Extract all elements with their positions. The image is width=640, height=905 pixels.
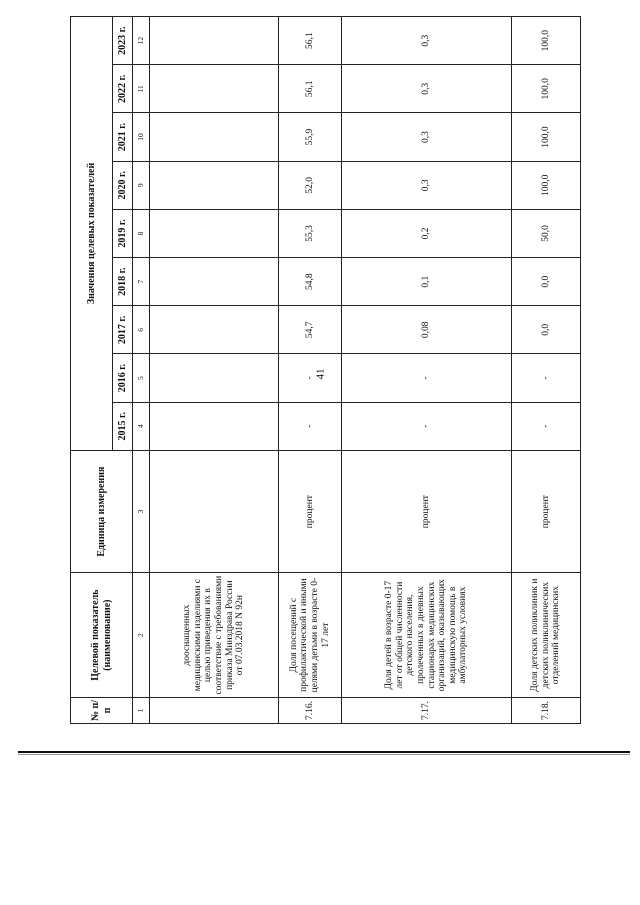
- column-number: 4: [133, 402, 150, 450]
- value-cell: [150, 306, 279, 354]
- value-cell: [150, 17, 279, 65]
- indicator-name: Доля детей в возрасте 0-17 лет от общей численности детского населения, пролеченных в дневных стационарах медицинских организаций, оказывающих медицинскую помощь в амбулаторных условиях: [342, 573, 512, 698]
- target-indicators-table: [70, 16, 581, 724]
- value-cell: -: [342, 354, 512, 402]
- value-cell: [150, 209, 279, 257]
- column-number: 12: [133, 17, 150, 65]
- value-cell: 100,0: [512, 161, 581, 209]
- header-year: 2017 г.: [113, 306, 133, 354]
- value-cell: 55,9: [279, 113, 342, 161]
- value-cell: 100,0: [512, 113, 581, 161]
- table-row: [279, 17, 342, 724]
- header-year: 2019 г.: [113, 209, 133, 257]
- column-number: 7: [133, 258, 150, 306]
- row-number: [150, 697, 279, 723]
- column-number: 11: [133, 65, 150, 113]
- column-number: 3: [133, 450, 150, 573]
- indicator-name: Доля детских поликлиник и детских поликлинических отделений медицинских: [512, 573, 581, 698]
- header-year: 2023 г.: [113, 17, 133, 65]
- value-cell: -: [279, 402, 342, 450]
- column-number: 5: [133, 354, 150, 402]
- value-cell: -: [512, 354, 581, 402]
- header-indicator: Целевой показатель (наименование): [71, 573, 133, 698]
- table-row: [150, 17, 279, 724]
- unit-cell: процент: [512, 450, 581, 573]
- unit-cell: [150, 450, 279, 573]
- row-number: 7.18.: [512, 697, 581, 723]
- unit-cell: процент: [279, 450, 342, 573]
- value-cell: [150, 402, 279, 450]
- value-cell: 55,3: [279, 209, 342, 257]
- value-cell: -: [512, 402, 581, 450]
- value-cell: [150, 354, 279, 402]
- value-cell: 52,0: [279, 161, 342, 209]
- value-cell: 50,0: [512, 209, 581, 257]
- table-row: [512, 17, 581, 724]
- row-number: 7.17.: [342, 697, 512, 723]
- page-bottom-rule: [18, 751, 630, 753]
- value-cell: [150, 113, 279, 161]
- column-number: 1: [133, 697, 150, 723]
- row-number: 7.16.: [279, 697, 342, 723]
- value-cell: 0,3: [342, 161, 512, 209]
- column-number: 9: [133, 161, 150, 209]
- value-cell: 0,0: [512, 258, 581, 306]
- rotated-table-container: [70, 16, 577, 724]
- value-cell: 0,08: [342, 306, 512, 354]
- column-number-row: [133, 17, 150, 724]
- table-row: [342, 17, 512, 724]
- column-number: 6: [133, 306, 150, 354]
- value-cell: 54,7: [279, 306, 342, 354]
- value-cell: 0,1: [342, 258, 512, 306]
- value-cell: 0,3: [342, 65, 512, 113]
- header-no: № п/п: [71, 697, 133, 723]
- value-cell: [150, 161, 279, 209]
- column-number: 10: [133, 113, 150, 161]
- indicator-name: Доля посещений с профилактической и иными целями детьми в возрасте 0-17 лет: [279, 573, 342, 698]
- value-cell: 0,3: [342, 113, 512, 161]
- value-cell: 100,0: [512, 17, 581, 65]
- header-year: 2015 г.: [113, 402, 133, 450]
- header-values-group: Значения целевых показателей: [71, 17, 113, 451]
- value-cell: 0,0: [512, 306, 581, 354]
- column-number: 2: [133, 573, 150, 698]
- value-cell: 0,3: [342, 17, 512, 65]
- column-number: 8: [133, 209, 150, 257]
- page-bottom-rule-shadow: [18, 754, 630, 755]
- header-year: 2022 г.: [113, 65, 133, 113]
- header-year: 2020 г.: [113, 161, 133, 209]
- header-unit: Единица измерения: [71, 450, 133, 573]
- value-cell: 0,2: [342, 209, 512, 257]
- value-cell: 54,8: [279, 258, 342, 306]
- value-cell: 100,0: [512, 65, 581, 113]
- header-year: 2021 г.: [113, 113, 133, 161]
- value-cell: 56,1: [279, 65, 342, 113]
- page-number: 41: [314, 368, 327, 380]
- value-cell: -: [342, 402, 512, 450]
- value-cell: [150, 65, 279, 113]
- header-year: 2016 г.: [113, 354, 133, 402]
- header-year: 2018 г.: [113, 258, 133, 306]
- value-cell: [150, 258, 279, 306]
- value-cell: -: [279, 354, 342, 402]
- unit-cell: процент: [342, 450, 512, 573]
- indicator-name: дооснащенных медицинскими изделиями с целью приведения их в соответствие с требованиями приказа Минздрава России от 07.03.2018 N 92н: [150, 573, 279, 698]
- value-cell: 56,1: [279, 17, 342, 65]
